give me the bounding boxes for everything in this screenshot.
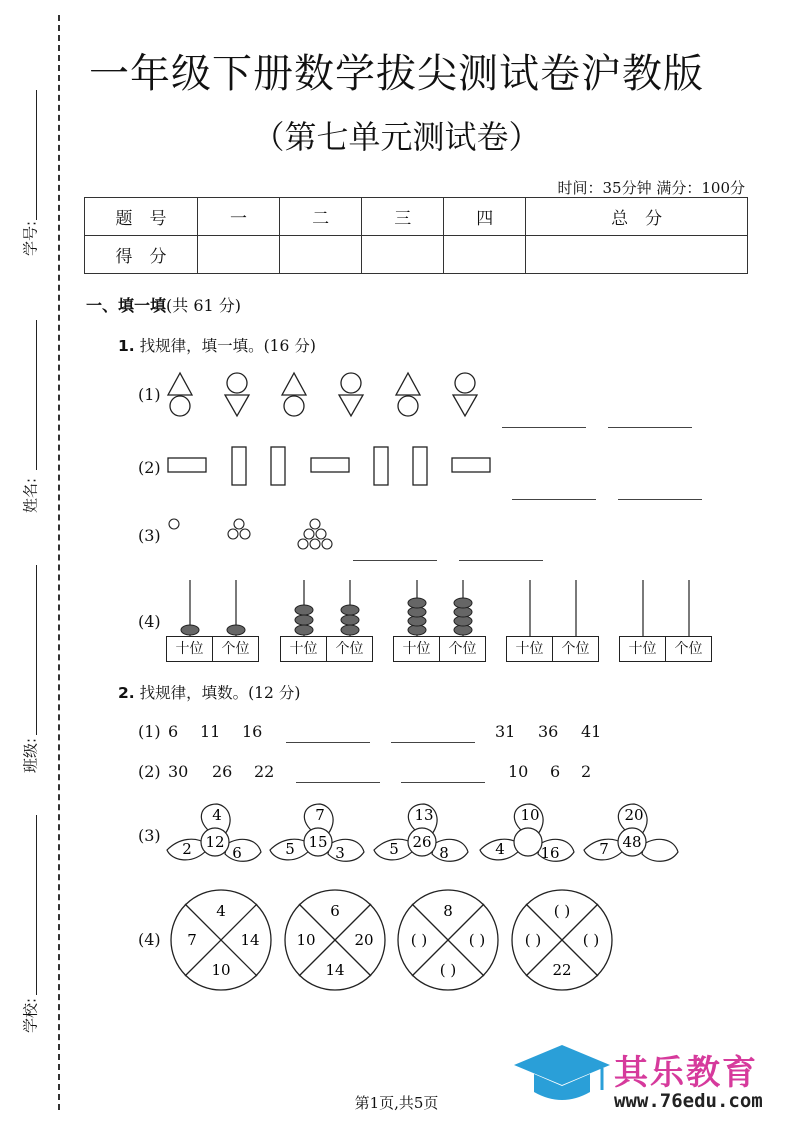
flower-center-number: 15 — [308, 833, 328, 851]
circle-top-number[interactable]: ( ) — [553, 902, 571, 920]
flower-center-number: 26 — [412, 833, 432, 851]
flower-center — [514, 828, 542, 856]
bead — [408, 598, 426, 608]
petal-right-number: 16 — [540, 844, 560, 862]
score-input-cell[interactable] — [526, 236, 748, 274]
abacus-rods — [166, 578, 259, 638]
dot — [240, 529, 250, 539]
circle-left-number: 10 — [296, 931, 316, 949]
score-header-cell: 一 — [198, 198, 280, 236]
score-input-cell[interactable] — [198, 236, 280, 274]
dot — [169, 519, 179, 529]
circle-right-number: 20 — [354, 931, 374, 949]
answer-blank[interactable] — [391, 742, 475, 743]
divided-circle — [282, 887, 388, 993]
page-title: 一年级下册数学拔尖测试卷沪教版 — [89, 51, 704, 97]
triangle-up — [282, 373, 306, 395]
rectangle-vertical — [271, 447, 285, 485]
answer-blank[interactable] — [401, 782, 485, 783]
ones-label: 个位 — [448, 641, 477, 657]
abacus-base — [393, 636, 486, 662]
abacus-2 — [280, 578, 373, 662]
circle-left-number: 7 — [187, 931, 197, 949]
sequence-number: 10 — [508, 762, 529, 781]
petal-top-number: 4 — [212, 806, 222, 824]
abacus-1 — [166, 578, 259, 662]
sequence-number: 6 — [168, 722, 179, 741]
question-text: 找规律，填数。(12 分) — [139, 684, 301, 702]
sequence-number: 16 — [242, 722, 263, 741]
dot — [228, 529, 238, 539]
tens-label: 十位 — [507, 637, 553, 661]
bead — [227, 625, 245, 635]
triangle-down — [225, 395, 249, 416]
sequence-number: 26 — [212, 762, 233, 781]
abacus-base — [619, 636, 712, 662]
abacus-3 — [393, 578, 486, 662]
bead — [295, 615, 313, 625]
q2-2-label: (2) — [138, 762, 161, 781]
xuexiao-label: 学校: — [21, 997, 40, 1034]
circle-bottom-number: 14 — [325, 961, 345, 979]
flower — [582, 800, 682, 872]
section-points: (共 61 分) — [166, 296, 242, 315]
ones-label: 个位 — [335, 641, 364, 657]
q2-4-label: (4) — [138, 930, 161, 949]
circle-left-number[interactable]: ( ) — [524, 931, 542, 949]
triangle-down — [453, 395, 477, 416]
abacus-base — [166, 636, 259, 662]
flower — [372, 800, 472, 872]
answer-blank[interactable] — [512, 499, 596, 500]
petal-top-number: 7 — [315, 806, 325, 824]
graduation-cap-logo — [512, 1040, 612, 1110]
abacus-rods — [280, 578, 373, 638]
circle-right-number: 14 — [240, 931, 260, 949]
petal-left-number: 7 — [599, 840, 609, 858]
petal-right — [642, 839, 678, 861]
sequence-number: 6 — [550, 762, 561, 781]
divided-circle — [509, 887, 615, 993]
triangle-down — [339, 395, 363, 416]
sequence-number: 11 — [200, 722, 221, 741]
circle — [398, 396, 418, 416]
dot — [322, 539, 332, 549]
answer-blank[interactable] — [353, 560, 437, 561]
score-row-label: 得 分 — [85, 236, 198, 274]
question-text: 找规律，填一填。(16 分) — [139, 337, 316, 355]
circle-bottom-number[interactable]: ( ) — [439, 961, 457, 979]
tens-label: 十位 — [281, 637, 327, 661]
abacus-rods — [393, 578, 486, 638]
sequence-number: 30 — [168, 762, 189, 781]
divided-circle — [168, 887, 274, 993]
flower — [268, 800, 368, 872]
tens-label: 十位 — [620, 637, 666, 661]
question-number: 2. — [118, 684, 135, 702]
score-header-cell: 二 — [280, 198, 362, 236]
q1-3-label: (3) — [138, 526, 161, 545]
circle — [284, 396, 304, 416]
bead — [341, 625, 359, 635]
dot — [304, 529, 314, 539]
bead — [295, 605, 313, 615]
question-1 — [118, 334, 316, 356]
score-input-cell[interactable] — [280, 236, 362, 274]
question-number: 1. — [118, 337, 135, 355]
circle-bottom-number: 22 — [552, 961, 572, 979]
dot — [234, 519, 244, 529]
circle-top-number: 6 — [330, 902, 340, 920]
abacus-rods — [506, 578, 599, 638]
q1-1-label: (1) — [138, 385, 161, 404]
rectangle-horizontal — [168, 458, 206, 472]
abacus-5-blank[interactable] — [619, 578, 712, 662]
divided-circle — [395, 887, 501, 993]
dot — [298, 539, 308, 549]
time-info: 时间：35分钟 满分：100分 — [557, 179, 745, 197]
answer-blank[interactable] — [608, 427, 692, 428]
flower — [478, 800, 578, 872]
sequence-number: 2 — [581, 762, 592, 781]
circle — [170, 396, 190, 416]
score-header-cell: 总 分 — [526, 198, 748, 236]
circle — [227, 373, 247, 393]
dot — [310, 539, 320, 549]
circle — [341, 373, 361, 393]
petal-right — [225, 839, 261, 861]
banji-label: 班级: — [21, 737, 40, 774]
xuehao-label: 学号: — [21, 220, 40, 257]
score-header-cell: 四 — [444, 198, 526, 236]
q1-4-label: (4) — [138, 612, 161, 631]
section-title: 一、填一填 — [86, 296, 167, 315]
petal-left-number: 2 — [182, 840, 192, 858]
bead — [341, 605, 359, 615]
petal-left-number: 5 — [285, 840, 295, 858]
answer-blank[interactable] — [618, 499, 702, 500]
answer-blank[interactable] — [459, 560, 543, 561]
xuexiao-line — [36, 815, 37, 995]
petal-right-number: 8 — [439, 844, 449, 862]
dot — [316, 529, 326, 539]
sequence-number: 22 — [254, 762, 275, 781]
triangle-up — [168, 373, 192, 395]
petal-right — [328, 839, 364, 861]
ones-label: 个位 — [221, 641, 250, 657]
shape-pattern-2 — [165, 444, 495, 490]
rectangle-vertical — [374, 447, 388, 485]
answer-blank[interactable] — [502, 427, 586, 428]
ones-label: 个位 — [561, 641, 590, 657]
xingming-label: 姓名: — [21, 477, 40, 514]
score-input-cell[interactable] — [444, 236, 526, 274]
triangle-up — [396, 373, 420, 395]
sequence-number: 36 — [538, 722, 559, 741]
flower — [165, 800, 265, 872]
section-heading — [86, 293, 241, 316]
shape-pattern-1 — [160, 370, 500, 420]
page-footer: 第1页,共5页 — [354, 1094, 439, 1112]
score-input-cell[interactable] — [362, 236, 444, 274]
abacus-base — [280, 636, 373, 662]
circle-left-number[interactable]: ( ) — [410, 931, 428, 949]
binding-dashed-line — [58, 15, 60, 1110]
brand-url: www.76edu.com — [614, 1090, 763, 1112]
abacus-4-blank[interactable] — [506, 578, 599, 662]
rectangle-vertical — [232, 447, 246, 485]
circle-right-number[interactable]: ( ) — [582, 931, 600, 949]
petal-left-number: 5 — [389, 840, 399, 858]
circle-right-number[interactable]: ( ) — [468, 931, 486, 949]
dot-triangle-pattern — [165, 515, 345, 555]
flower-center-number: 48 — [622, 833, 642, 851]
bead — [295, 625, 313, 635]
page-subtitle: （第七单元测试卷） — [252, 118, 541, 156]
q2-3-label: (3) — [138, 826, 161, 845]
abacus-base — [506, 636, 599, 662]
bead — [181, 625, 199, 635]
petal-top-number: 13 — [414, 806, 434, 824]
answer-blank[interactable] — [296, 782, 380, 783]
petal-top-number: 10 — [520, 806, 540, 824]
petal-right-number: 6 — [232, 844, 242, 862]
rectangle-vertical — [413, 447, 427, 485]
xingming-line — [36, 320, 37, 470]
circle-top-number: 4 — [216, 902, 226, 920]
banji-line — [36, 565, 37, 735]
question-2 — [118, 681, 300, 703]
petal-left-number: 4 — [495, 840, 505, 858]
q1-2-label: (2) — [138, 458, 161, 477]
answer-blank[interactable] — [286, 742, 370, 743]
score-table — [84, 197, 748, 274]
ones-label: 个位 — [674, 641, 703, 657]
tens-label: 十位 — [394, 637, 440, 661]
sequence-number: 41 — [581, 722, 602, 741]
circle — [455, 373, 475, 393]
bead — [454, 598, 472, 608]
rectangle-horizontal — [311, 458, 349, 472]
sequence-number: 31 — [495, 722, 516, 741]
petal-right-number: 3 — [335, 844, 345, 862]
rectangle-horizontal — [452, 458, 490, 472]
flower-center-number: 12 — [205, 833, 225, 851]
tens-label: 十位 — [167, 637, 213, 661]
abacus-rods — [619, 578, 712, 638]
circle-bottom-number: 10 — [211, 961, 231, 979]
brand-name: 其乐教育 — [614, 1053, 758, 1093]
q2-1-label: (1) — [138, 722, 161, 741]
circle-top-number: 8 — [443, 902, 453, 920]
score-header-cell: 题 号 — [85, 198, 198, 236]
dot — [310, 519, 320, 529]
bead — [341, 615, 359, 625]
petal-top-number: 20 — [624, 806, 644, 824]
petal-right — [432, 839, 468, 861]
score-header-cell: 三 — [362, 198, 444, 236]
